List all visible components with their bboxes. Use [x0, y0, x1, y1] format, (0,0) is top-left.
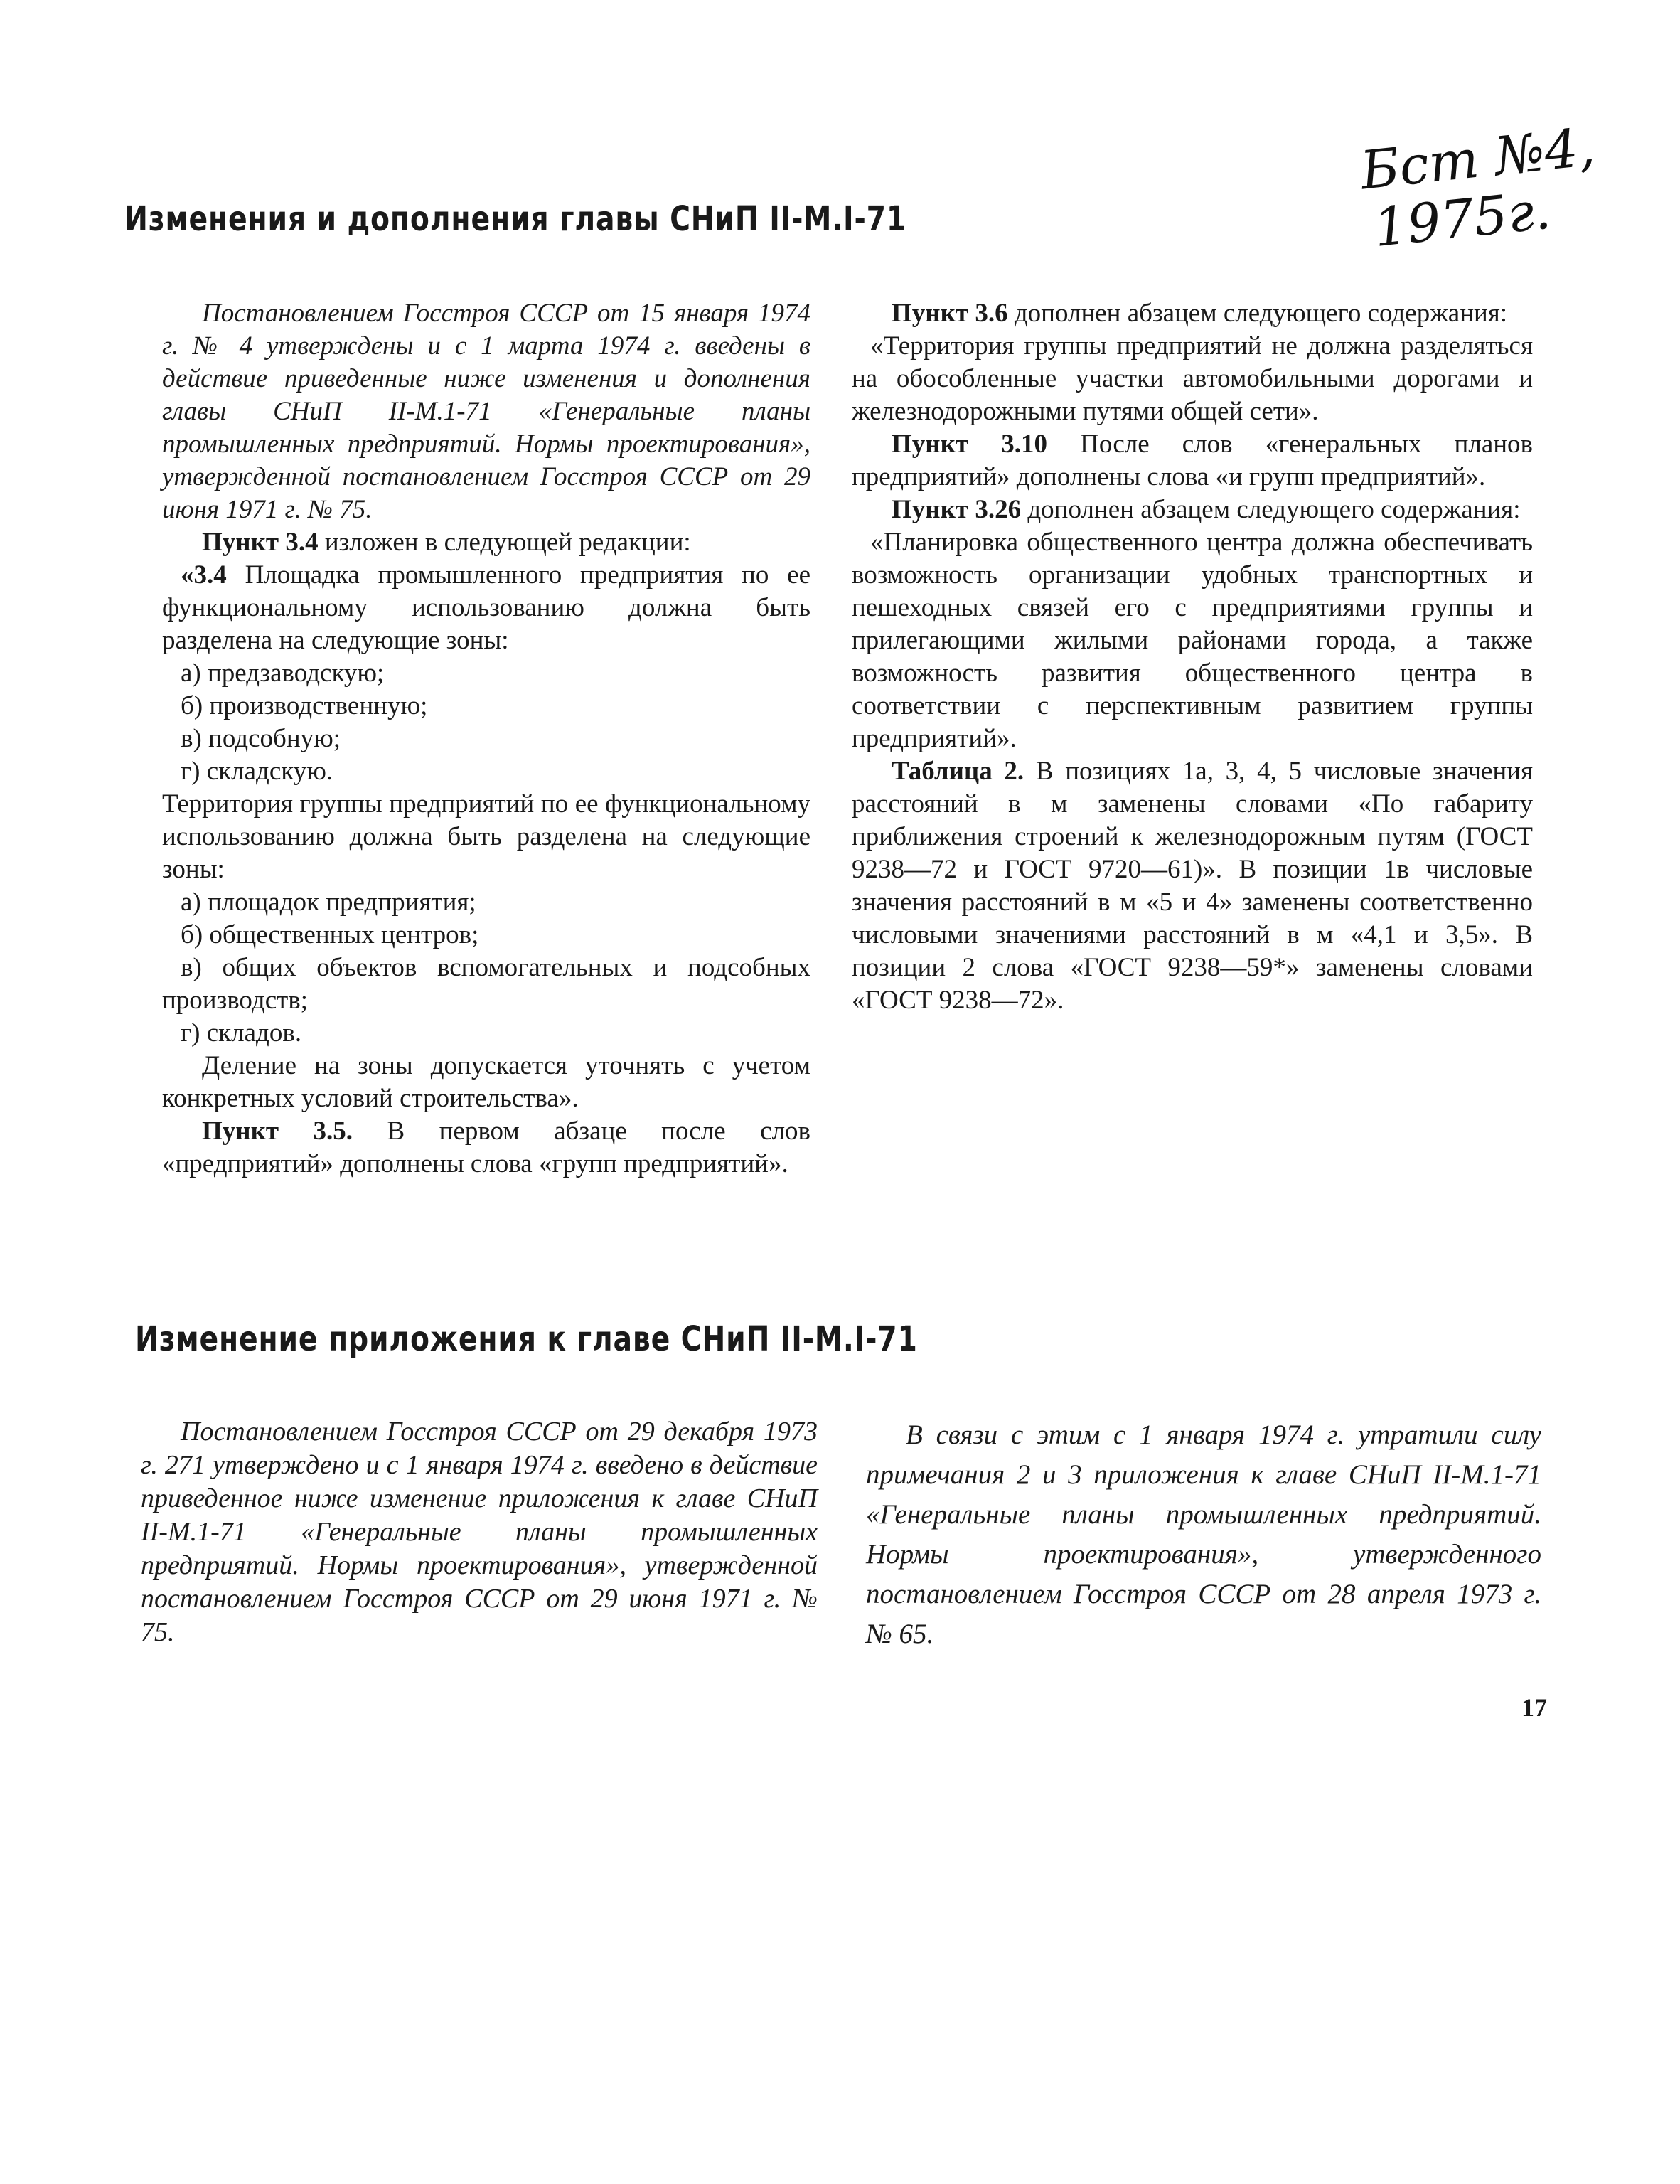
- clause-3-4-quote: [162, 559, 810, 657]
- section1-left-column: [162, 297, 810, 1181]
- zone-item: в) общих объектов вспомогательных и подсобных производств;: [162, 953, 810, 1015]
- table-2-text: В позициях 1а, 3, 4, 5 числовые значения расстояний в м заменены словами «По габариту приближения строений к железнодорожным путям (ГОСТ 9238—72 и ГОСТ 9720—61)». В позиции 1в числовые значения расстояний в м «5 и 4» заменены соответственно числовыми значениями расстояний в м «4,1 и 3,5». В позиции 2 слова «ГОСТ 9238—59*» заменены словами «ГОСТ 9238—72».: [852, 757, 1534, 1015]
- section2-right-column: [866, 1415, 1541, 1654]
- clause-3-5: [162, 1115, 810, 1181]
- section1-right-column: [852, 297, 1533, 1017]
- section1-intro: Постановлением Госстроя СССР от 15 января 1974 г. № 4 утверждены и с 1 марта 1974 г. введены в действие приведенные ниже изменения и дополнения главы СНиП II-M.1-71 «Генеральные планы промышленных предприятий. Нормы проектирования», утвержденной постановлением Госстроя СССР от 29 июня 1971 г. № 75.: [162, 299, 810, 524]
- table-2-paragraph: [852, 755, 1533, 1017]
- handwritten-note: [1357, 116, 1598, 260]
- clause-3-4-label: Пункт 3.4: [202, 528, 319, 557]
- section2-left-text: Постановлением Госстроя СССР от 29 декабря 1973 г. 271 утверждено и с 1 января 1974 г. введено в действие приведенное ниже изменение приложения к главе СНиП II-M.1-71 «Генеральные планы промышленных предприятий. Нормы проектирования», утвержденной постановлением Госстроя СССР от 29 июня 1971 г. № 75.: [141, 1417, 818, 1647]
- clause-3-4-text: изложен в следующей редакции:: [318, 528, 691, 557]
- clause-3-4-quote-text: Площадка промышленного предприятия по ее функциональному использованию должна быть разделена на следующие зоны:: [162, 560, 810, 655]
- clause-3-5-text: В первом абзаце после слов «предприятий» дополнены слова «групп предприятий».: [162, 1117, 810, 1178]
- clause-3-10-text: После слов «генеральных планов предприятий» дополнены слова «и групп предприятий».: [852, 430, 1534, 491]
- zone-item: в) подсобную;: [181, 724, 341, 753]
- section2-heading: Изменение приложения к главе СНиП II-М.I-71: [135, 1319, 918, 1359]
- section2-left-column: [141, 1415, 818, 1649]
- division-paragraph: Деление на зоны допускается уточнять с учетом конкретных условий строительства».: [162, 1051, 810, 1113]
- zone-item: а) предзаводскую;: [181, 659, 385, 688]
- clause-3-10-label: Пункт 3.10: [892, 430, 1048, 459]
- clause-3-6-text: дополнен абзацем следующего содержания:: [1007, 299, 1508, 328]
- clause-3-6: [852, 297, 1533, 330]
- zone-item: б) общественных центров;: [181, 920, 479, 949]
- page-number: 17: [1521, 1693, 1547, 1722]
- clause-3-5-label: Пункт 3.5.: [202, 1117, 353, 1146]
- zone-item: г) складскую.: [181, 757, 333, 786]
- clause-3-26-text: дополнен абзацем следующего содержания:: [1021, 495, 1521, 524]
- clause-3-26-quote: «Планировка общественного центра должна обеспечивать возможность организации удобных транспортных и пешеходных связей его с предприятиями группы и прилегающими жилыми районами города, а также возможность развития общественного центра в соответствии с перспективным развитием группы предприятий».: [852, 528, 1533, 753]
- clause-3-26: [852, 494, 1533, 526]
- clause-3-10: [852, 428, 1533, 494]
- handwritten-note-line-2: 1975г.: [1371, 179, 1554, 260]
- clause-3-26-label: Пункт 3.26: [892, 495, 1022, 524]
- territory-paragraph: Территория группы предприятий по ее функциональному использованию должна быть разделена на следующие зоны:: [162, 789, 810, 884]
- table-2-label: Таблица 2.: [892, 757, 1024, 786]
- section2-right-text: В связи с этим с 1 января 1974 г. утратили силу примечания 2 и 3 приложения к главе СНиП II-M.1-71 «Генеральные планы промышленных предприятий. Нормы проектирования», утвержденного постановлением Госстроя СССР от 28 апреля 1973 г. № 65.: [866, 1419, 1541, 1649]
- clause-3-4: [162, 526, 810, 559]
- zone-item: г) складов.: [181, 1018, 302, 1048]
- zone-item: а) площадок предприятия;: [181, 888, 476, 917]
- handwritten-note-line-1: Бст №4,: [1357, 116, 1598, 202]
- clause-3-6-quote: «Территория группы предприятий не должна разделяться на обособленные участки автомобильными дорогами и железнодорожными путями общей сети».: [852, 331, 1533, 426]
- clause-3-4-quote-label: «3.4: [181, 560, 227, 590]
- zone-item: б) производственную;: [181, 691, 428, 720]
- clause-3-6-label: Пункт 3.6: [892, 299, 1008, 328]
- section1-heading: Изменения и дополнения главы СНиП II-М.I-71: [124, 199, 907, 239]
